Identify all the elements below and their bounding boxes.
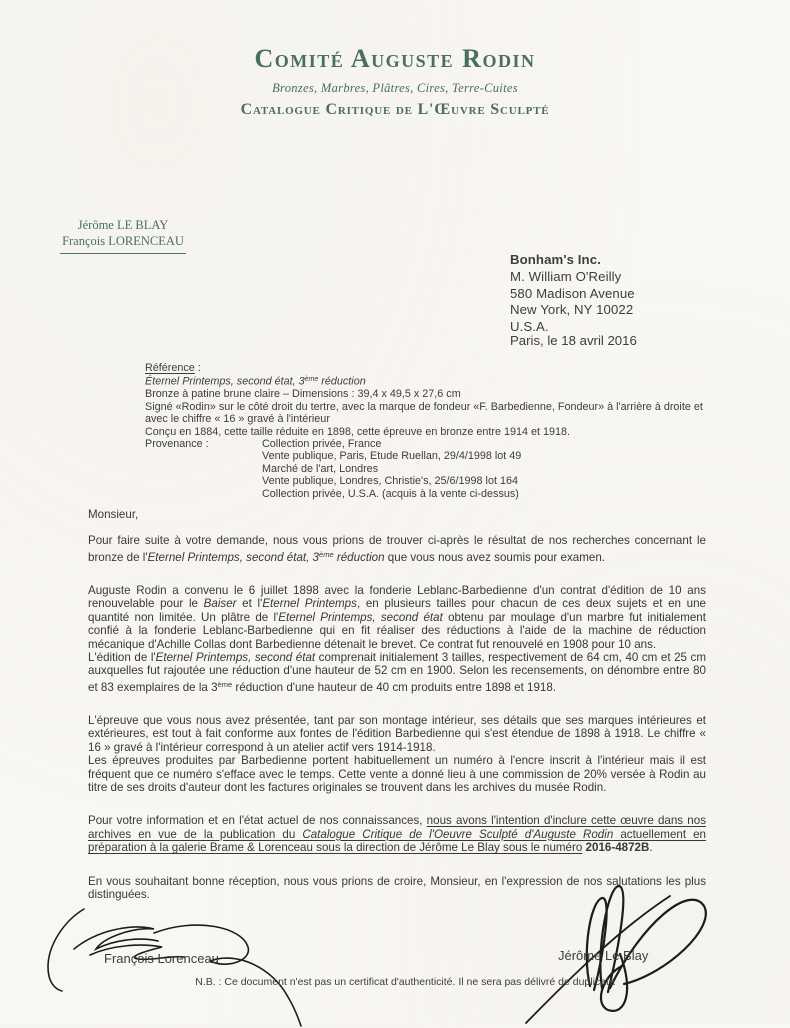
sender-name: François LORENCEAU — [62, 234, 184, 248]
letterhead-title: Comité Auguste Rodin — [254, 44, 536, 73]
recipient-line: 580 Madison Avenue — [510, 285, 635, 301]
provenance-item: Vente publique, Paris, Etude Ruellan, 29/4/1998 lot 49 — [262, 450, 522, 463]
provenance — [145, 438, 707, 500]
paragraph-examination-findings: L'épreuve que vous nous avez présentée, tant par son montage intérieur, ses détails que ses marques intérieures et extérieures, est tout à fait conforme aux fontes de l'édition Barbedienne qui s'est étendue de 1898 à 1918. Le chiffre « 16 » gravé à l'intérieur correspond à un atelier actif vers 1914-1918. Les épreuves produites par Barbedienne portent habituellement un numéro à l'encre inscrit à l'intérieur mais il est fréquent que ce numéro s'efface avec le temps. Cette vente a donné lieu à une commission de 20% versée à Rodin au titre de ses droits d'auteur dont les factures originales se trouvent dans les archives du musée Rodin. — [88, 714, 706, 795]
salutation: Monsieur, — [88, 508, 139, 521]
letterhead — [0, 44, 790, 119]
provenance-item: Collection privée, U.S.A. (acquis à la vente ci-dessus) — [262, 487, 519, 500]
sender-names — [56, 217, 190, 254]
reference-signature-marks: Signé «Rodin» sur le côté droit du tertre, avec la marque de fondeur «F. Barbedienne, Fondeur» à l'arrière à droite et avec le chiffre « 16 » gravé à l'intérieur — [145, 400, 703, 426]
recipient-company: Bonham's Inc. — [510, 252, 601, 267]
paragraph-edition-history: Auguste Rodin a convenu le 6 juillet 1898 avec la fonderie Leblanc-Barbedienne d'un contrat d'édition de 10 ans renouvelable pour le Baiser et l'Eternel Printemps, en plusieurs tailles pour chacun de ces deux sujets et en une quantité non limitée. Un plâtre de l'Eternel Printemps, second état obtenu par moulage d'un marbre fut initialement confié à la fonderie Leblanc-Barbedienne qui en fit réaliser des réductions à l'aide de la machine de réduction mécanique d'Achille Collas dont Barbedienne détenait le brevet. Ce contrat fut renouvelé en 1908 pour 10 ans. L'édition de l'Eternel Printemps, second état comprenait initialement 3 tailles, respectivement de 64 cm, 40 cm et 25 cm auxquelles fut rajoutée une réduction d'une hauteur de 52 cm en 1900. Selon les recensements, on dénombre entre 80 et 83 exemplaires de la 3ème réduction d'une hauteur de 40 cm produits entre 1898 et 1918. — [88, 583, 707, 694]
letter-body — [88, 508, 706, 921]
provenance-list — [262, 438, 521, 500]
paragraph-request-result: Pour faire suite à votre demande, nous vous prions de trouver ci-après le résultat de nos recherches concernant le bronze de l'Eternel Printemps, second état, 3ème réduction que vous nous avez soumis pour examen. — [88, 534, 706, 564]
provenance-item: Vente publique, Londres, Christie's, 25/6/1998 lot 164 — [262, 475, 518, 488]
recipient-line: M. William O'Reilly — [510, 268, 622, 284]
reference-block — [145, 362, 707, 500]
dateline: Paris, le 18 avril 2016 — [510, 333, 637, 348]
recipient-line: U.S.A. — [510, 319, 549, 335]
francois-lorenceau-name: François Lorenceau — [104, 951, 219, 966]
provenance-item: Collection privée, France — [262, 437, 382, 450]
reference-material-dimensions: Bronze à patine brune claire – Dimensions : 39,4 x 49,5 x 27,6 cm — [145, 388, 461, 401]
recipient-line: New York, NY 10022 — [510, 302, 634, 318]
paragraph-closing: En vous souhaitant bonne réception, nous vous prions de croire, Monsieur, en l'expression de nos salutations les plus distinguées. — [88, 874, 706, 902]
jerome-le-blay-name: Jérôme Le Blay — [558, 948, 649, 963]
sender-name: Jérôme LE BLAY — [77, 218, 169, 232]
provenance-label: Provenance : — [145, 437, 209, 450]
footer-disclaimer: N.B. : Ce document n'est pas un certificat d'authenticité. Il ne sera pas délivré de duplicata — [195, 976, 615, 988]
letterhead-tagline: Catalogue Critique de L'Œuvre Sculpté — [240, 101, 550, 118]
letterhead-subtitle: Bronzes, Marbres, Plâtres, Cires, Terre-Cuites — [272, 81, 518, 95]
sender-rule — [60, 253, 186, 254]
paragraph-catalogue-inclusion: Pour votre information et en l'état actuel de nos connaissances, nous avons l'intention d'inclure cette œuvre dans nos archives en vue de la publication du Catalogue Critique de l'Oeuvre Sculpté d'Auguste Rodin actuellement en préparation à la galerie Brame & Lorenceau sous la direction de Jérôme Le Blay sous le numéro 2016-4872B. — [88, 814, 707, 855]
recipient-address — [510, 252, 635, 336]
reference-artwork-title: Éternel Printemps, second état, 3ème réduction — [145, 375, 366, 388]
reference-dates: Conçu en 1884, cette taille réduite en 1898, cette épreuve en bronze entre 1914 et 1918. — [145, 425, 570, 438]
provenance-item: Marché de l'art, Londres — [262, 462, 379, 475]
reference-label: Référence : — [145, 362, 201, 374]
